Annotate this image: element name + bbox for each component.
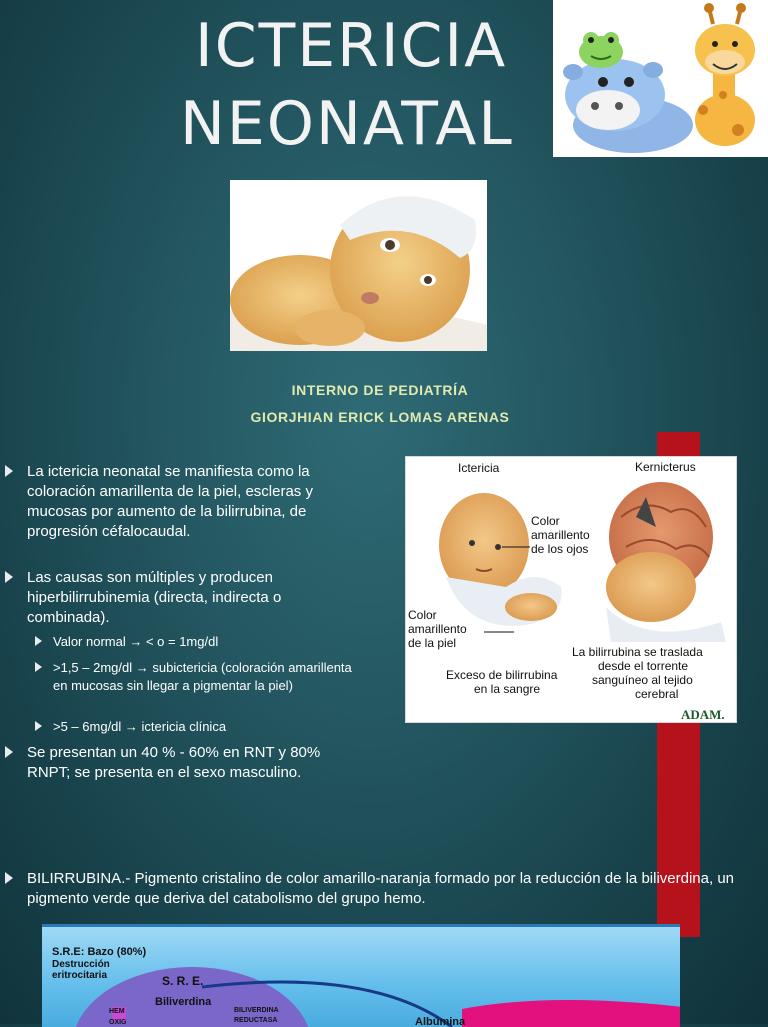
newborn-photo (230, 180, 487, 351)
label-brain-1: La bilirrubina se traslada (572, 645, 703, 659)
bullet-definition-text: La ictericia neonatal se manifiesta como la coloración amarillenta de la piel, escleras y mucosas por aumento de la bilirrubina, de progresión céfalocaudal. (27, 463, 313, 540)
label-brain-4: cerebral (635, 687, 679, 701)
label-brain-2: desde el torrente (598, 659, 689, 673)
jaundice-kernicterus-figure (405, 456, 737, 723)
label-eyes-3: de los ojos (531, 542, 589, 556)
title-line-2: NEONATAL (180, 89, 514, 159)
bullet-incidence-text: Se presentan un 40 % - 60% en RNT y 80% RNPT; se presenta en el sexo masculino. (27, 744, 321, 781)
bullet-arrow-icon (5, 465, 13, 477)
label-excess-2: en la sangre (474, 682, 541, 696)
reductase-label-1: BILIVERDINA (234, 1007, 279, 1014)
biliverdina-label: Biliverdina (155, 996, 212, 1008)
label-brain-3: sanguíneo al tejido (592, 673, 693, 687)
label-skin-1: Color (408, 608, 437, 622)
bullet-bilirrubina-text: BILIRRUBINA.- Pigmento cristalino de color amarillo-naranja formado por la reducción de la biliverdina, un pigmento verde que deriva del catabolismo del grupo hemo. (27, 870, 734, 907)
subbullet-clinical (53, 718, 343, 736)
subbullet-normal-value (53, 633, 343, 651)
sre-label-1: S.R.E: Bazo (80%) (52, 946, 147, 958)
liver-shape (462, 1000, 680, 1027)
reductase-label-2: REDUCTASA (234, 1017, 278, 1024)
oxig-label: OXIG (109, 1019, 127, 1026)
subbullet-clinical-text: >5 – 6mg/dl → ictericia clínica (53, 719, 227, 734)
author-role: INTERNO DE PEDIATRÍA (291, 382, 469, 398)
label-ictericia: Ictericia (458, 461, 500, 475)
label-eyes-2: amarillento (531, 528, 590, 542)
bullet-arrow-icon (5, 746, 13, 758)
sre-label-3: eritrocitaria (52, 970, 108, 981)
label-skin-3: de la piel (408, 636, 457, 650)
sre-label-2: Destrucción (52, 959, 110, 970)
bullet-arrow-icon (35, 721, 42, 731)
label-excess-1: Exceso de bilirrubina (446, 668, 558, 682)
albumina-label: Albúmina (415, 1016, 466, 1027)
bullet-arrow-icon (5, 872, 13, 884)
bullet-causes-text: Las causas son múltiples y producen hiperbilirrubinemia (directa, indirecta o combinada). (27, 569, 282, 626)
bullet-definition (27, 462, 337, 542)
label-eyes-1: Color (531, 514, 560, 528)
label-kernicterus: Kernicterus (635, 460, 696, 474)
bullet-arrow-icon (5, 571, 13, 583)
bullet-incidence (27, 743, 347, 783)
bullet-arrow-icon (35, 662, 42, 672)
sre-title: S. R. E. (162, 974, 204, 988)
label-skin-2: amarillento (408, 622, 467, 636)
author-name: GIORJHIAN ERICK LOMAS ARENAS (250, 409, 510, 425)
title-line-1: ICTERICIA (195, 11, 508, 81)
bullet-causes (27, 568, 347, 628)
hem-label: HEM (109, 1008, 125, 1015)
bilirubin-metabolism-figure (42, 924, 680, 1027)
bullet-arrow-icon (35, 636, 42, 646)
clipart-animals-image (553, 0, 768, 157)
adam-logo-text: ADAM. (681, 707, 725, 722)
subbullet-subicteria (53, 659, 353, 695)
subbullet-subicteria-text: >1,5 – 2mg/dl → subictericia (coloración amarillenta en mucosas sin llegar a pigmentar la piel) (53, 660, 352, 693)
subbullet-normal-value-text: Valor normal → < o = 1mg/dl (53, 634, 219, 649)
bullet-bilirrubina (27, 869, 747, 909)
